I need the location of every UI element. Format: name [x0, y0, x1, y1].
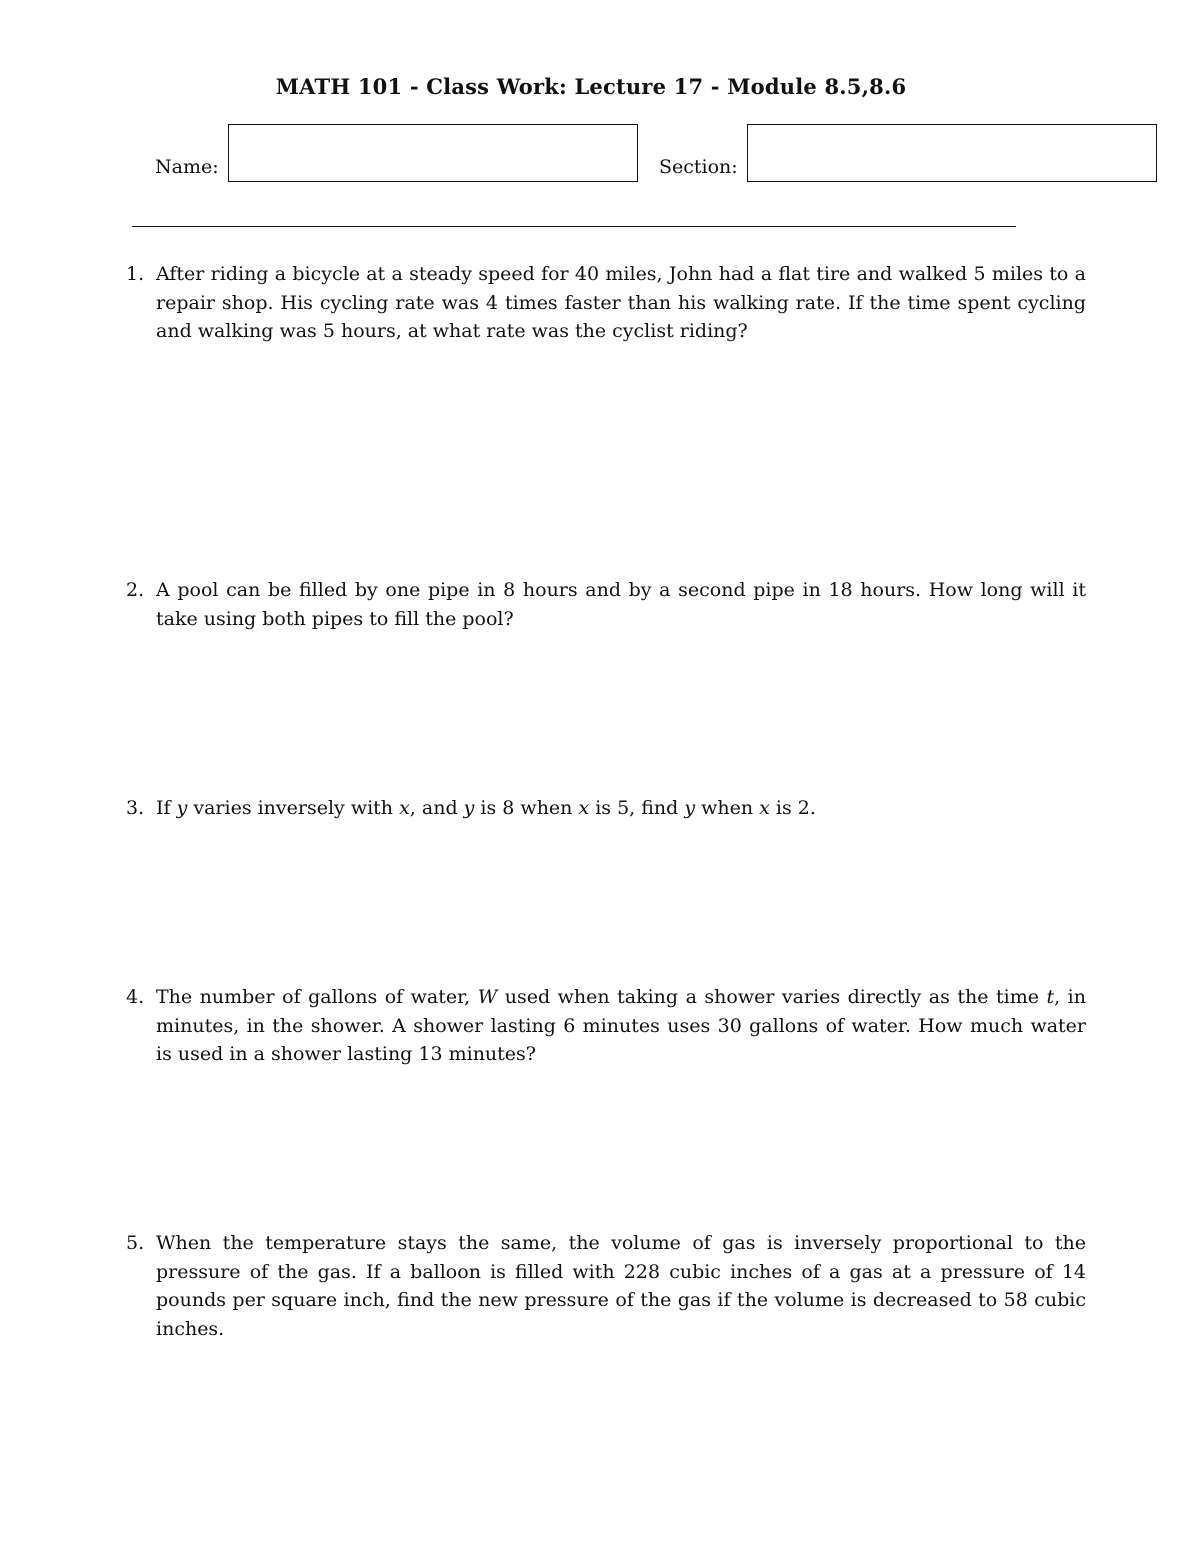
- variable-y: y: [463, 797, 475, 819]
- question-5: [126, 1229, 1086, 1343]
- variable-x: x: [759, 797, 770, 819]
- question-1: [126, 260, 1086, 346]
- question-text: [156, 794, 1086, 823]
- text-run: is 8 when: [474, 797, 579, 819]
- divider: [132, 226, 1016, 227]
- question-number: 2.: [126, 579, 145, 601]
- section-field[interactable]: [747, 124, 1157, 182]
- variable-y: y: [176, 797, 188, 819]
- question-4: [126, 983, 1086, 1069]
- question-3: [126, 794, 1086, 823]
- text-run: varies inversely with: [187, 797, 400, 819]
- name-field[interactable]: [228, 124, 638, 182]
- text-run: The number of gallons of water,: [156, 986, 478, 1008]
- text-run: is 5, find: [589, 797, 685, 819]
- text-run: used when taking a shower varies directly as the time: [497, 986, 1047, 1008]
- variable-x: x: [399, 797, 410, 819]
- text-run: , in minutes, in the shower. A shower lasting 6 minutes uses 30 gallons of water. How much water is used in a shower lasting 13 minutes?: [156, 986, 1086, 1065]
- section-label: Section:: [659, 156, 738, 178]
- text-run: when: [695, 797, 760, 819]
- question-number: 1.: [126, 263, 145, 285]
- question-number: 5.: [126, 1232, 145, 1254]
- page-title: MATH 101 - Class Work: Lecture 17 - Module 8.5,8.6: [275, 74, 907, 99]
- variable-y: y: [684, 797, 696, 819]
- variable-w: W: [477, 986, 498, 1008]
- text-run: If: [156, 797, 177, 819]
- question-text: When the temperature stays the same, the volume of gas is inversely proportional to the pressure of the gas. If a balloon is filled with 228 cubic inches of a gas at a pressure of 14 pounds per square inch, find the new pressure of the gas if the volume is decreased to 58 cubic inches.: [156, 1232, 1086, 1340]
- question-2: [126, 576, 1086, 633]
- text-run: is 2.: [769, 797, 816, 819]
- question-text: After riding a bicycle at a steady speed for 40 miles, John had a flat tire and walked 5 miles to a repair shop. His cycling rate was 4 times faster than his walking rate. If the time spent cycling and walking was 5 hours, at what rate was the cyclist riding?: [156, 263, 1086, 342]
- question-text: [156, 983, 1086, 1069]
- variable-x: x: [578, 797, 590, 819]
- name-label: Name:: [155, 156, 219, 178]
- text-run: , and: [409, 797, 464, 819]
- variable-t: t: [1046, 986, 1055, 1008]
- question-text: A pool can be filled by one pipe in 8 hours and by a second pipe in 18 hours. How long will it take using both pipes to fill the pool?: [156, 579, 1086, 630]
- question-number: 3.: [126, 797, 145, 819]
- question-number: 4.: [126, 986, 145, 1008]
